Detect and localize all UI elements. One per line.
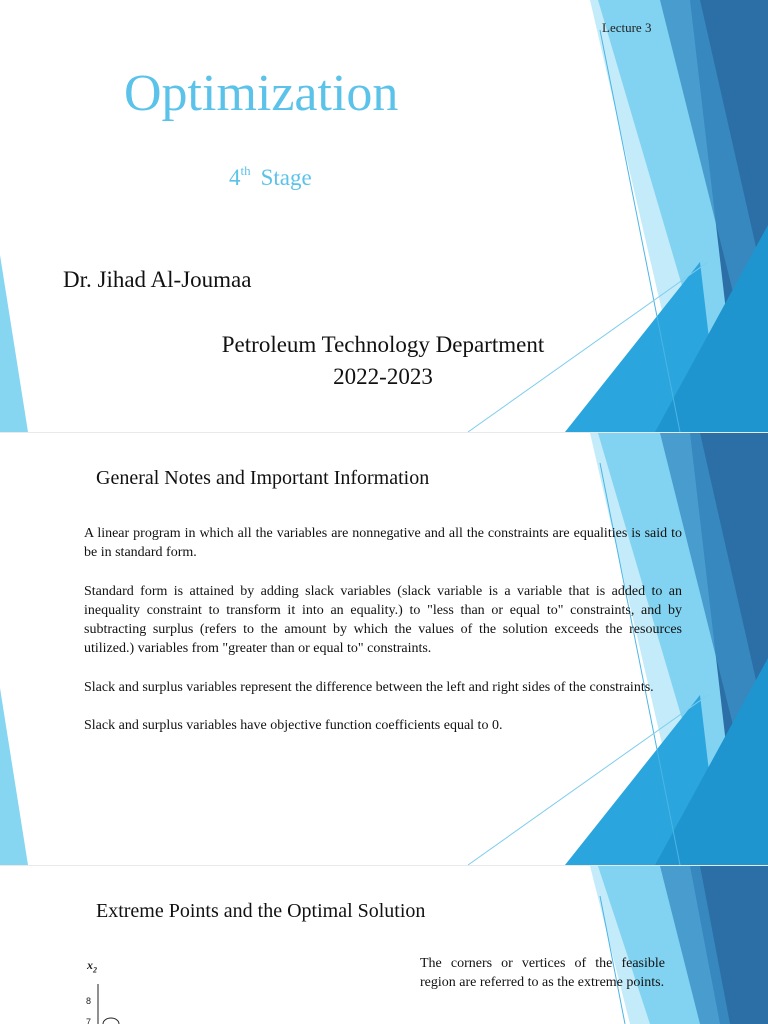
stage-suffix: th xyxy=(240,163,251,178)
axis-subscript: 2 xyxy=(93,965,97,975)
axis-tick-8: 8 xyxy=(86,996,92,1006)
axis-tick-7: 7 xyxy=(86,1017,92,1024)
graph-axis xyxy=(94,984,124,1024)
stage-label xyxy=(229,163,312,191)
stage-number: 4 xyxy=(229,165,241,190)
academic-year: 2022-2023 xyxy=(333,364,433,389)
instructor-name: Dr. Jihad Al-Joumaa xyxy=(63,267,252,292)
extreme-points-slide xyxy=(0,866,768,1024)
extreme-description: The corners or vertices of the feasible region are referred to as the extreme points. xyxy=(420,956,665,991)
course-title: Optimization xyxy=(124,65,399,122)
axis-variable: x xyxy=(87,958,93,972)
lecture-label: Lecture 3 xyxy=(602,20,652,35)
notes-heading: General Notes and Important Information xyxy=(96,467,430,489)
notes-paragraph: Slack and surplus variables represent the difference between the left and right sides of the constraints. xyxy=(84,679,654,695)
axis-label-x2 xyxy=(87,958,97,974)
notes-body xyxy=(84,524,682,754)
notes-paragraph: A linear program in which all the variables are nonnegative and all the constraints are equalities is said to be in standard form. xyxy=(84,526,682,561)
department-block xyxy=(170,329,596,393)
notes-paragraph: Slack and surplus variables have objective function coefficients equal to 0. xyxy=(84,718,503,734)
extreme-heading: Extreme Points and the Optimal Solution xyxy=(96,900,426,922)
notes-slide xyxy=(0,433,768,865)
stage-word: Stage xyxy=(260,165,312,190)
title-slide xyxy=(0,0,768,432)
department-name: Petroleum Technology Department xyxy=(221,332,545,357)
notes-paragraph: Standard form is attained by adding slack variables (slack variable is a variable that is added to an inequality constraint to transform it into an equality.) to "less than or equal to" constraints, and by subtracting surplus (refers to the amount by which the values of the solution exceeds the resources utilized.) variables from "greater than or equal to" constraints. xyxy=(84,583,682,657)
